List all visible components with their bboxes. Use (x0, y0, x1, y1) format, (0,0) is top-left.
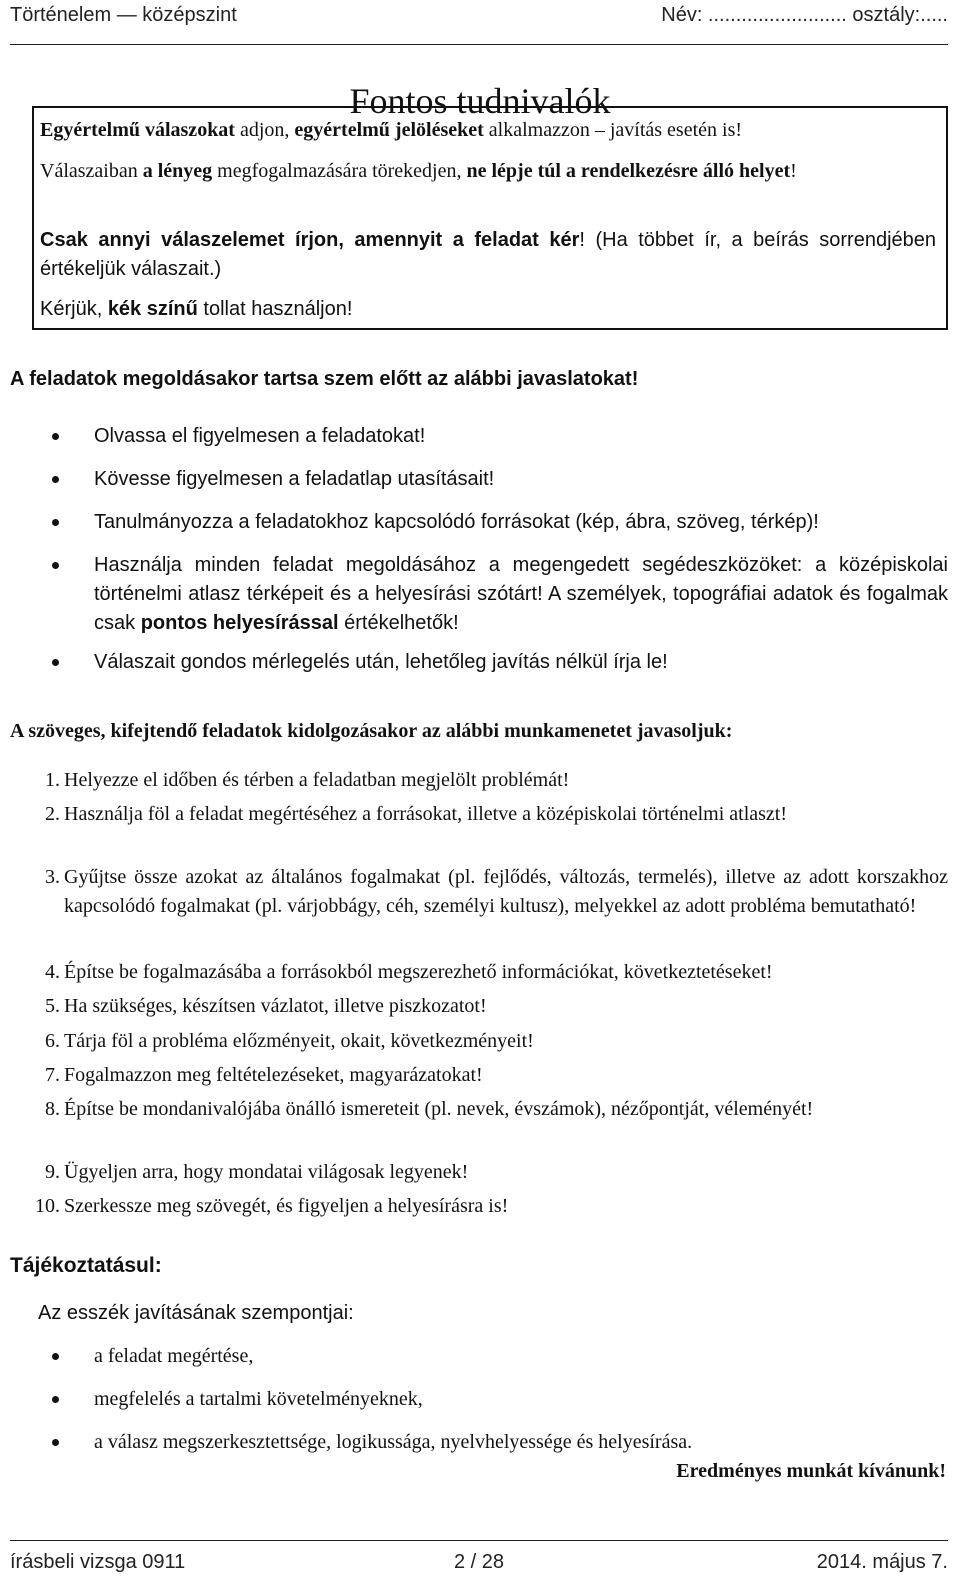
list-item-text: megfelelés a tartalmi követelményeknek, (94, 1388, 423, 1410)
step-number: 3. (45, 866, 60, 888)
header-subject: Történelem — középszint (10, 4, 237, 26)
step-text: Szerkessze meg szövegét, és figyeljen a helyesírásra is! (64, 1195, 509, 1217)
important-info-box (32, 106, 948, 330)
info-paragraph-1 (40, 116, 936, 145)
info-text: Válaszaiban (40, 160, 143, 182)
footer-page-number: 2 / 28 (453, 1551, 505, 1573)
step-number: 9. (45, 1161, 60, 1183)
list-item (10, 508, 948, 537)
list-item (10, 1192, 948, 1221)
bullet-icon (52, 1396, 59, 1403)
step-text: Építse be mondanivalójába önálló ismereteit (pl. nevek, évszámok), nézőpontját, véleményét! (64, 1098, 814, 1120)
list-item (10, 766, 948, 795)
step-number: 7. (45, 1064, 60, 1086)
list-item (10, 863, 948, 921)
list-item (10, 551, 948, 638)
list-item-text: Olvassa el figyelmesen a feladatokat! (94, 425, 426, 447)
step-number: 5. (45, 995, 60, 1017)
list-item-text: Kövesse figyelmesen a feladatlap utasításait! (94, 468, 495, 490)
step-number: 4. (45, 961, 60, 983)
step-number: 2. (45, 803, 60, 825)
page-header (10, 0, 948, 45)
list-item (10, 1027, 948, 1056)
list-item (10, 1095, 948, 1124)
list-item (10, 958, 948, 987)
bullet-icon (52, 519, 59, 526)
step-text: Építse be fogalmazásába a forrásokból megszerezhető információkat, következtetéseket! (64, 961, 773, 983)
list-item (10, 1428, 948, 1457)
list-item-text: értékelhetők! (338, 612, 459, 634)
step-text: Ügyeljen arra, hogy mondatai világosak legyenek! (64, 1161, 469, 1183)
list-item (10, 648, 948, 677)
info-text: tollat használjon! (197, 298, 353, 320)
step-text: Gyűjtse össze azokat az általános fogalmakat (pl. fejlődés, változás, termelés), illetve az adott korszakhoz kapcsolódó fogalmakat (pl. várjobbágy, céh, személyi kultusz), melyekkel az adott probléma bemutatható! (64, 866, 948, 917)
step-text: Fogalmazzon meg feltételezéseket, magyarázatokat! (64, 1064, 483, 1086)
list-item (10, 1158, 948, 1187)
closing-wish: Eredményes munkát kívánunk! (676, 1460, 946, 1482)
footer-date: 2014. május 7. (816, 1551, 948, 1573)
criteria-intro: Az esszék javításának szempontjai: (38, 1302, 354, 1324)
list-item (10, 992, 948, 1021)
bullet-icon (52, 562, 59, 569)
list-item (10, 1342, 948, 1371)
step-number: 1. (45, 769, 60, 791)
header-name-class-field: Név: ......................... osztály:..... (661, 4, 948, 26)
step-text: Használja föl a feladat megértéséhez a forrásokat, illetve a középiskolai történelmi atlaszt! (64, 803, 787, 825)
footer-exam-code: írásbeli vizsga 0911 (10, 1551, 186, 1573)
list-item-text: Válaszait gondos mérlegelés után, lehetőleg javítás nélkül írja le! (94, 651, 668, 673)
info-text: alkalmazzon – javítás esetén is! (483, 119, 743, 141)
advice-heading: A feladatok megoldásakor tartsa szem előtt az alábbi javaslatokat! (10, 368, 639, 390)
essay-heading: A szöveges, kifejtendő feladatok kidolgozásakor az alábbi munkamenetet javasoljuk: (10, 720, 733, 742)
list-item (10, 800, 948, 829)
info-text: megfogalmazására törekedjen, (212, 160, 467, 182)
info-bold-text: Egyértelmű válaszokat (40, 119, 235, 141)
bullet-icon (52, 433, 59, 440)
step-number: 6. (45, 1030, 60, 1052)
info-text: adjon, (234, 119, 295, 141)
info-bold-text: egyértelmű jelöléseket (294, 119, 484, 141)
list-item-text: Használja minden feladat megoldásához a megengedett segédeszközöket: a középiskolai történelmi atlasz térképeit és a helyesírási szótárt! A személyek, topográfiai adatok és fogalmak csak (94, 554, 948, 634)
info-bold-text: ne lépje túl a rendelkezésre álló helyet (466, 160, 791, 182)
list-item (10, 465, 948, 494)
info-text: ! (790, 160, 797, 182)
step-text: Tárja föl a probléma előzményeit, okait, következményeit! (64, 1030, 534, 1052)
list-item (10, 1385, 948, 1414)
bullet-icon (52, 659, 59, 666)
step-text: Ha szükséges, készítsen vázlatot, illetve piszkozatot! (64, 995, 487, 1017)
bullet-icon (52, 1439, 59, 1446)
list-item (10, 422, 948, 451)
list-item-text: Tanulmányozza a feladatokhoz kapcsolódó forrásokat (kép, ábra, szöveg, térkép)! (94, 511, 819, 533)
info-text: Kérjük, (40, 298, 108, 320)
info-bold-text: Csak annyi válaszelemet írjon, amennyit a feladat kér (40, 229, 580, 251)
info-heading: Tájékoztatásul: (10, 1254, 162, 1277)
info-paragraph-4 (40, 295, 936, 324)
info-paragraph-2 (40, 157, 936, 186)
bullet-icon (52, 476, 59, 483)
step-number: 10. (35, 1195, 60, 1217)
step-number: 8. (45, 1098, 60, 1120)
page-footer (10, 1540, 948, 1592)
list-item-text: a feladat megértése, (94, 1345, 254, 1367)
list-item (10, 1061, 948, 1090)
page-title: Fontos tudnivalók (349, 81, 611, 122)
list-item-text: a válasz megszerkesztettsége, logikussága, nyelvhelyessége és helyesírása. (94, 1431, 693, 1453)
list-item-bold: pontos helyesírással (140, 612, 339, 634)
info-bold-text: a lényeg (142, 160, 213, 182)
info-paragraph-3 (40, 226, 936, 284)
info-text: ! (Ha többet ír, a beírás sorrendjében értékeljük válaszait.) (40, 229, 937, 280)
info-bold-text: kék színű (107, 298, 198, 320)
bullet-icon (52, 1353, 59, 1360)
step-text: Helyezze el időben és térben a feladatban megjelölt problémát! (64, 769, 570, 791)
